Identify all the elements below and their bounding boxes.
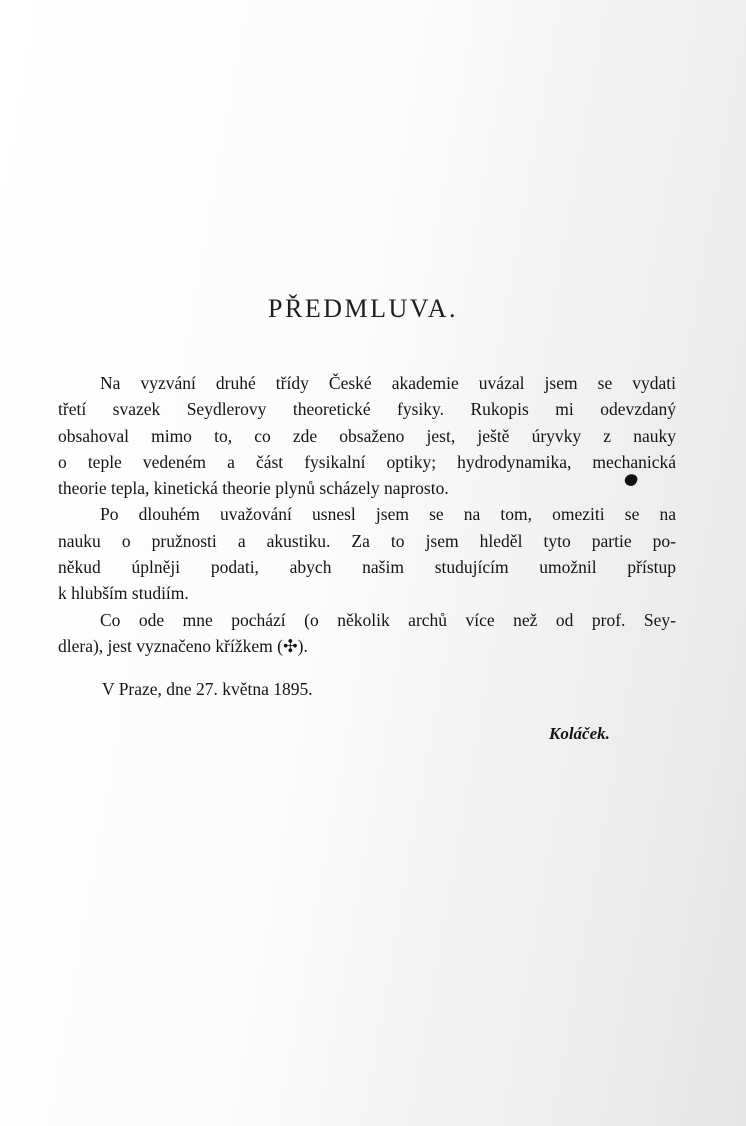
text-line: Po dlouhém uvažování usnesl jsem se na tom, omeziti se na (100, 504, 676, 525)
text-line: Na vyzvání druhé třídy České akademie uvázal jsem se vydati (100, 373, 676, 393)
page-title: PŘEDMLUVA. (268, 294, 458, 323)
text-line: theorie tepla, kinetická theorie plynů scházely naprosto. (58, 478, 449, 499)
paragraph-3 (58, 607, 676, 660)
text-line: někud úplněji podati, abych našim studujícím umožnil přístup (58, 557, 676, 578)
date-line: V Praze, dne 27. května 1895. (102, 679, 313, 699)
text-line: Co ode mne pochází (o několik archů více než od prof. Sey- (100, 609, 676, 630)
text-line: k hlubším studiím. (58, 583, 189, 604)
text-line: třetí svazek Seydlerovy theoretické fysiky. Rukopis mi odevzdaný (58, 399, 676, 420)
preface-body (58, 370, 676, 659)
text-line: obsahoval mimo to, co zde obsaženo jest, ještě úryvky z nauky (58, 425, 676, 446)
text-line: nauku o pružnosti a akustiku. Za to jsem hleděl tyto partie po- (58, 530, 676, 551)
author-signature: Koláček. (549, 724, 610, 743)
paragraph-1 (58, 370, 676, 501)
text-line: o teple vedeném a část fysikalní optiky; hydrodynamika, mechanická (58, 451, 676, 472)
paragraph-2 (58, 501, 676, 606)
text-line: dlera), jest vyznačeno křížkem (✣). (58, 635, 308, 656)
